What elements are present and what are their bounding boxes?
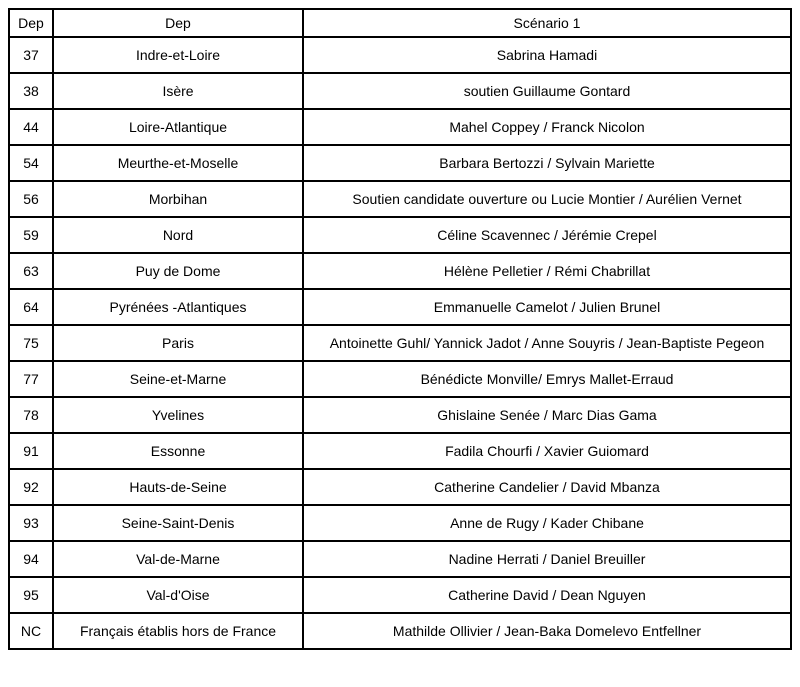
scenario-cell: Sabrina Hamadi [303, 37, 791, 73]
dep-name-cell: Hauts-de-Seine [53, 469, 303, 505]
dep-name-cell: Puy de Dome [53, 253, 303, 289]
dep-code-cell: 77 [9, 361, 53, 397]
dep-code-cell: 94 [9, 541, 53, 577]
header-row [9, 9, 791, 37]
dep-name-cell: Val-d'Oise [53, 577, 303, 613]
table-row [9, 577, 791, 613]
dep-code-cell: 63 [9, 253, 53, 289]
dep-name-cell: Val-de-Marne [53, 541, 303, 577]
dep-name-cell: Seine-et-Marne [53, 361, 303, 397]
table-row [9, 73, 791, 109]
table-header [9, 9, 791, 37]
scenario-cell: Anne de Rugy / Kader Chibane [303, 505, 791, 541]
dep-code-cell: 54 [9, 145, 53, 181]
scenario-cell: Bénédicte Monville/ Emrys Mallet-Erraud [303, 361, 791, 397]
scenario-cell: Ghislaine Senée / Marc Dias Gama [303, 397, 791, 433]
table-row [9, 541, 791, 577]
table-row [9, 145, 791, 181]
table-row [9, 433, 791, 469]
scenario-cell: Hélène Pelletier / Rémi Chabrillat [303, 253, 791, 289]
dep-name-cell: Paris [53, 325, 303, 361]
header-dep-code: Dep [9, 9, 53, 37]
dep-name-cell: Morbihan [53, 181, 303, 217]
dep-name-cell: Français établis hors de France [53, 613, 303, 649]
table-row [9, 325, 791, 361]
table-row [9, 253, 791, 289]
candidates-table-container [8, 8, 790, 650]
table-row [9, 289, 791, 325]
table-row [9, 613, 791, 649]
table-row [9, 109, 791, 145]
scenario-cell: soutien Guillaume Gontard [303, 73, 791, 109]
dep-name-cell: Yvelines [53, 397, 303, 433]
dep-code-cell: 75 [9, 325, 53, 361]
table-row [9, 505, 791, 541]
scenario-cell: Barbara Bertozzi / Sylvain Mariette [303, 145, 791, 181]
dep-code-cell: 78 [9, 397, 53, 433]
scenario-cell: Mahel Coppey / Franck Nicolon [303, 109, 791, 145]
table-row [9, 217, 791, 253]
dep-code-cell: 56 [9, 181, 53, 217]
dep-name-cell: Loire-Atlantique [53, 109, 303, 145]
scenario-cell: Nadine Herrati / Daniel Breuiller [303, 541, 791, 577]
dep-code-cell: 92 [9, 469, 53, 505]
table-row [9, 361, 791, 397]
scenario-cell: Emmanuelle Camelot / Julien Brunel [303, 289, 791, 325]
table-row [9, 397, 791, 433]
dep-code-cell: 64 [9, 289, 53, 325]
header-dep-name: Dep [53, 9, 303, 37]
dep-name-cell: Seine-Saint-Denis [53, 505, 303, 541]
scenario-cell: Catherine David / Dean Nguyen [303, 577, 791, 613]
dep-name-cell: Nord [53, 217, 303, 253]
scenario-cell: Soutien candidate ouverture ou Lucie Montier / Aurélien Vernet [303, 181, 791, 217]
dep-code-cell: 95 [9, 577, 53, 613]
dep-name-cell: Essonne [53, 433, 303, 469]
dep-code-cell: 44 [9, 109, 53, 145]
dep-code-cell: NC [9, 613, 53, 649]
table-row [9, 181, 791, 217]
table-row [9, 469, 791, 505]
table-row [9, 37, 791, 73]
scenario-cell: Antoinette Guhl/ Yannick Jadot / Anne Souyris / Jean-Baptiste Pegeon [303, 325, 791, 361]
scenario-cell: Catherine Candelier / David Mbanza [303, 469, 791, 505]
scenario-cell: Fadila Chourfi / Xavier Guiomard [303, 433, 791, 469]
scenario-cell: Céline Scavennec / Jérémie Crepel [303, 217, 791, 253]
dep-name-cell: Indre-et-Loire [53, 37, 303, 73]
header-scenario-1: Scénario 1 [303, 9, 791, 37]
dep-name-cell: Pyrénées -Atlantiques [53, 289, 303, 325]
scenario-cell: Mathilde Ollivier / Jean-Baka Domelevo Entfellner [303, 613, 791, 649]
table-body [9, 37, 791, 649]
dep-name-cell: Meurthe-et-Moselle [53, 145, 303, 181]
dep-code-cell: 59 [9, 217, 53, 253]
candidates-table [8, 8, 792, 650]
dep-name-cell: Isère [53, 73, 303, 109]
dep-code-cell: 38 [9, 73, 53, 109]
dep-code-cell: 91 [9, 433, 53, 469]
dep-code-cell: 37 [9, 37, 53, 73]
dep-code-cell: 93 [9, 505, 53, 541]
